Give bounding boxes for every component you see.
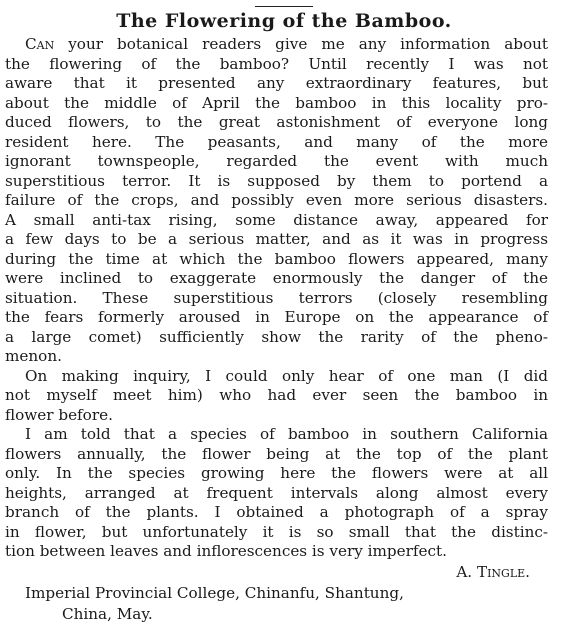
- text-line: failure of the crops, and possibly even more serious disasters.: [5, 191, 548, 209]
- text-line: flower before.: [5, 405, 113, 424]
- author-signature: A. Tingle.: [456, 562, 530, 581]
- text-line: ignorant townspeople, regarded the event with much: [5, 152, 548, 170]
- text-line: flowers annually, the flower being at the top of the plant: [5, 444, 548, 463]
- text-line: were inclined to exaggerate enormously the danger of the: [5, 269, 548, 287]
- text-line: in flower, but unfortunately it is so small that the distinc-: [5, 522, 548, 541]
- text-line: heights, arranged at frequent intervals along almost every: [5, 483, 548, 502]
- text-line: a few days to be a serious matter, and as it was in progress: [5, 230, 548, 248]
- text-line: during the time at which the bamboo flowers appeared, many: [5, 249, 548, 268]
- text-line: a large comet) sufficiently show the rarity of the pheno-: [5, 327, 548, 346]
- text-line: On making inquiry, I could only hear of one man (I did: [25, 366, 548, 385]
- paragraph-1: [5, 35, 548, 367]
- paragraph-3: [5, 425, 548, 562]
- text-line: superstitious terror. It is supposed by them to portend a: [5, 171, 548, 190]
- text-line: not myself meet him) who had ever seen the bamboo in: [5, 386, 548, 404]
- text-line: menon.: [5, 347, 62, 365]
- text-line: I am told that a species of bamboo in southern California: [25, 425, 548, 443]
- text-line: resident here. The peasants, and many of the more: [5, 132, 548, 151]
- text-line: aware that it presented any extraordinary features, but: [5, 74, 548, 92]
- text-line: tion between leaves and inflorescences is very imperfect.: [5, 542, 447, 560]
- author-address-date: China, May.: [62, 604, 153, 623]
- article-title: The Flowering of the Bamboo.: [116, 10, 452, 32]
- lead-small-caps: Can: [25, 35, 55, 53]
- text-line: A small anti-tax rising, some distance away, appeared for: [5, 210, 548, 229]
- paragraph-2: [5, 367, 548, 426]
- text-line: situation. These superstitious terrors (closely resembling: [5, 288, 548, 307]
- author-address: Imperial Provincial College, Chinanfu, Shantung,: [25, 583, 404, 602]
- text-line: the flowering of the bamboo? Until recently I was not: [5, 54, 548, 73]
- header-rule: [255, 6, 313, 7]
- text-line: duced flowers, to the great astonishment of everyone long: [5, 113, 548, 131]
- text-line: about the middle of April the bamboo in this locality pro-: [5, 93, 548, 112]
- text-line: branch of the plants. I obtained a photograph of a spray: [5, 503, 548, 521]
- text-line: only. In the species growing here the flowers were at all: [5, 464, 548, 482]
- text-line: the fears formerly aroused in Europe on the appearance of: [5, 308, 548, 326]
- article-body: [5, 35, 548, 625]
- text-line: Can your botanical readers give me any information about: [25, 35, 548, 53]
